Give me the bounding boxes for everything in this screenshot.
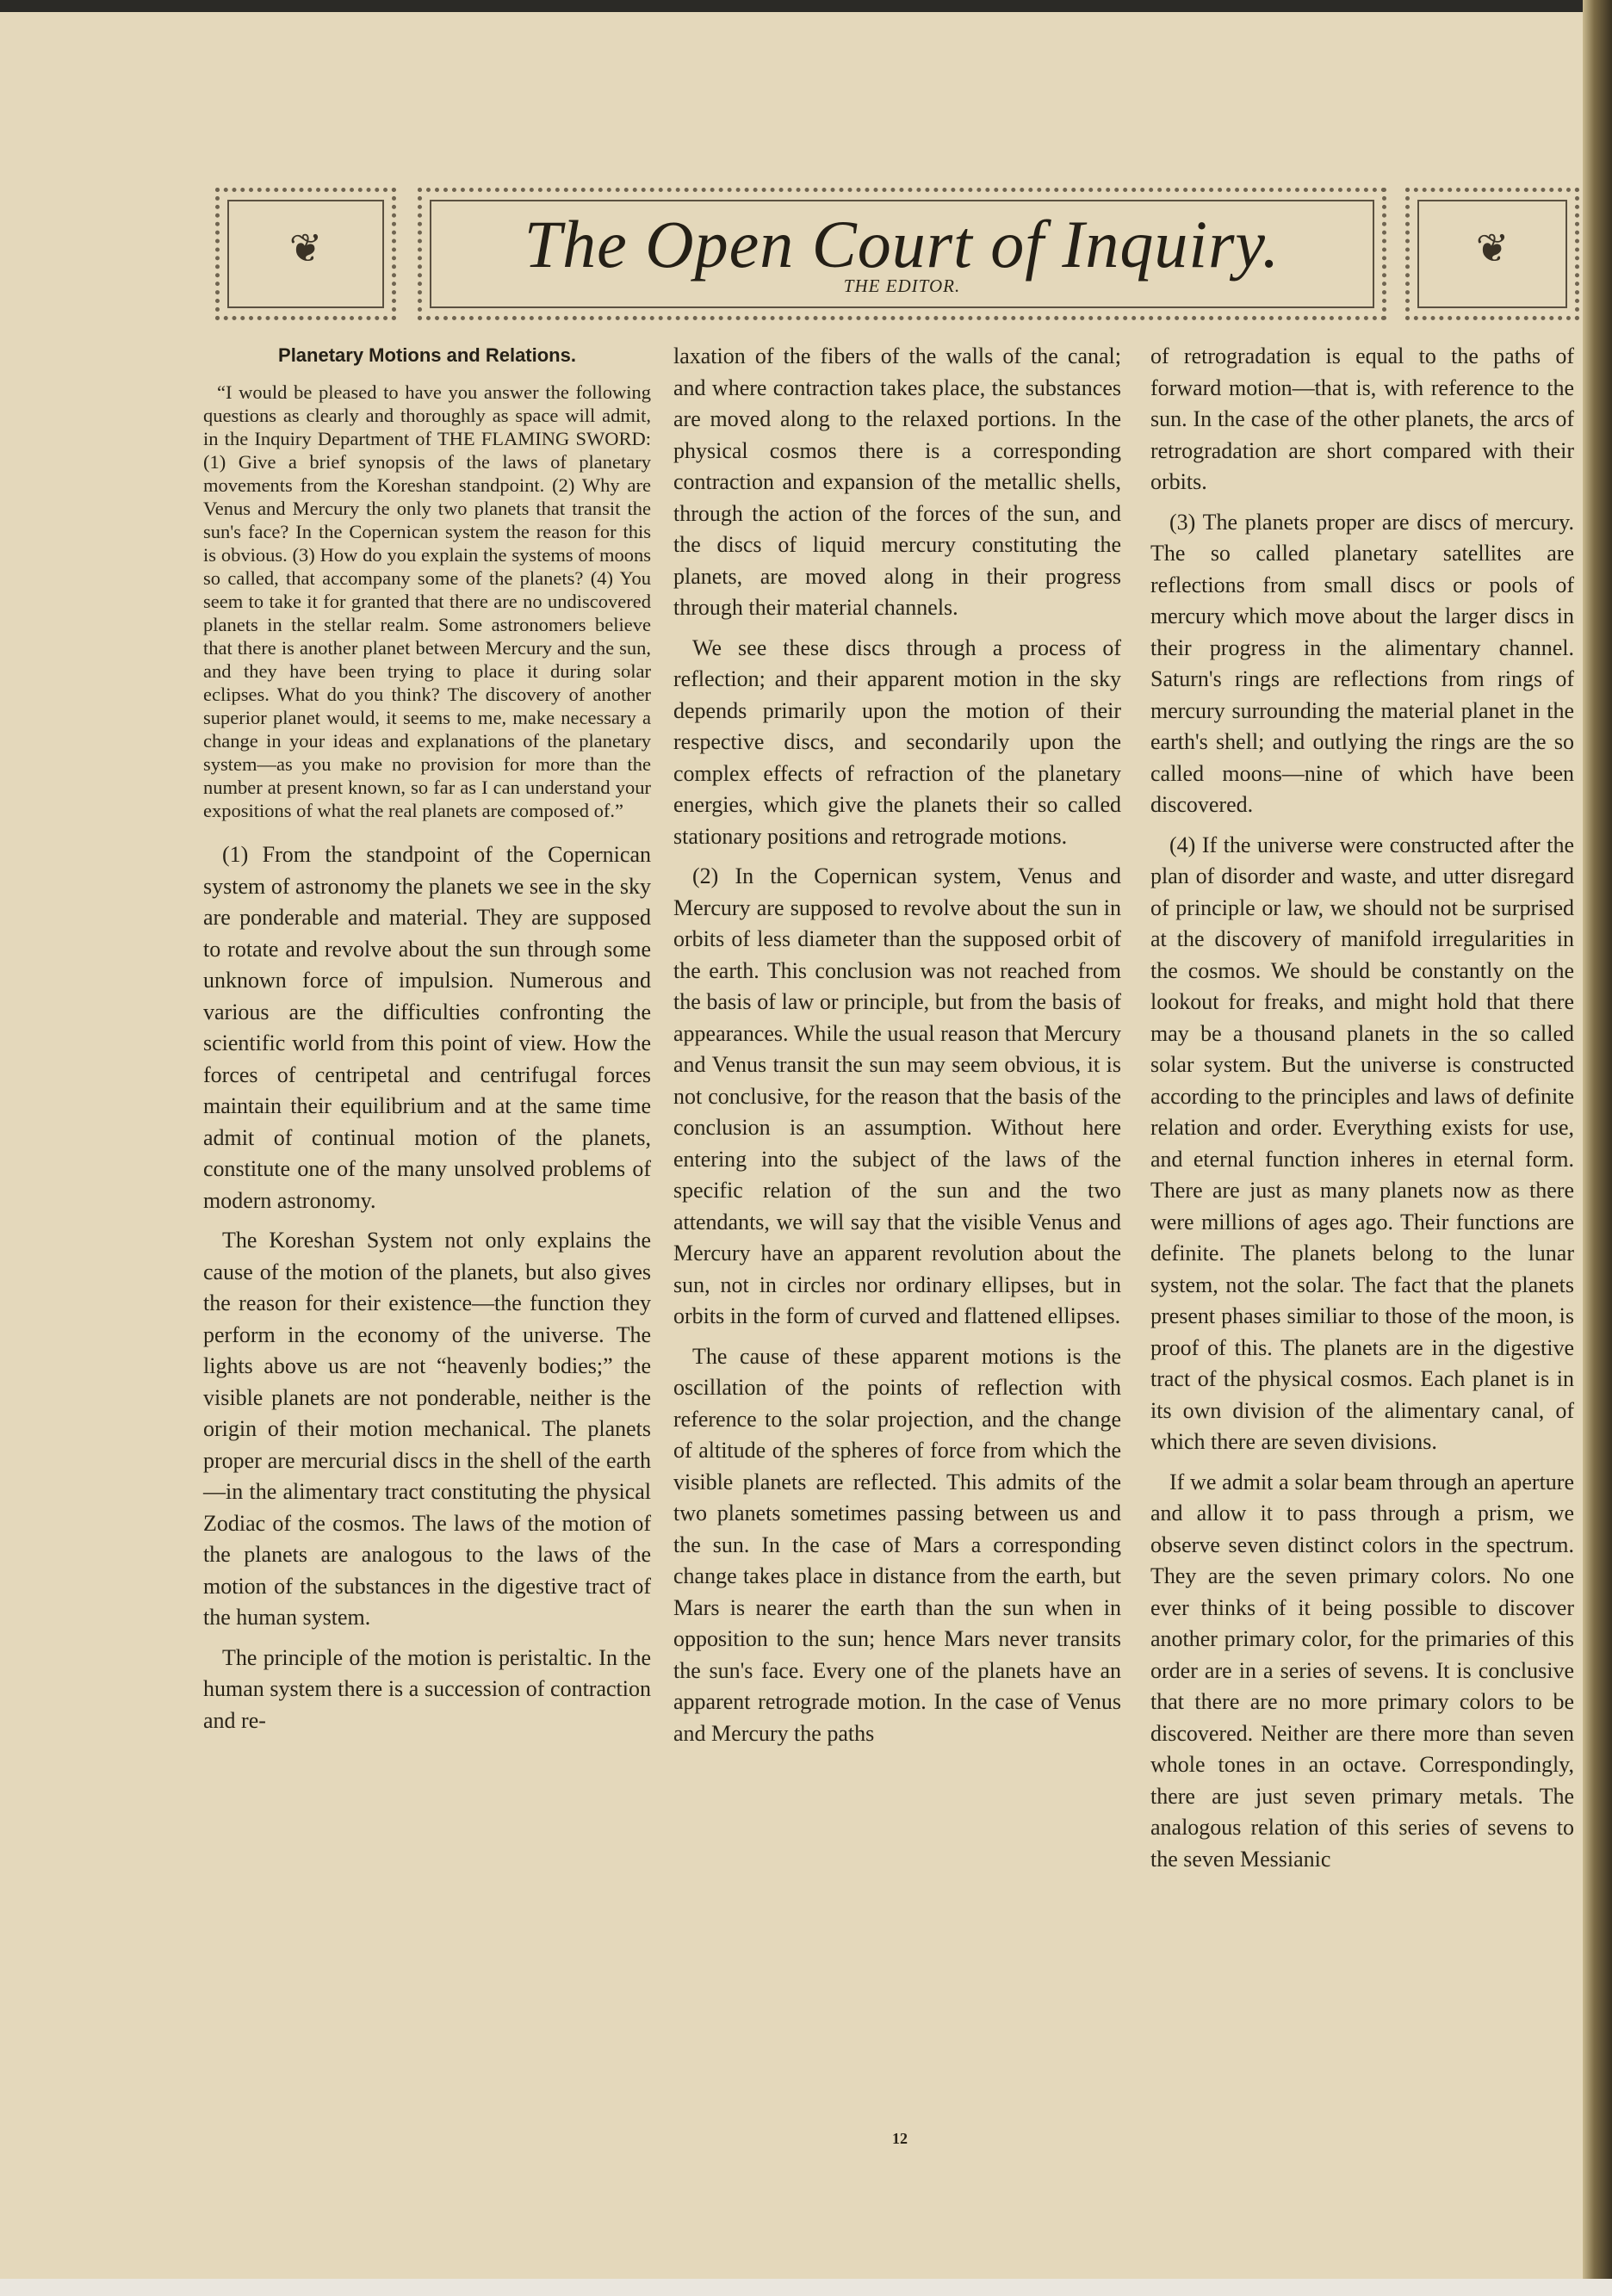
paragraph: The Koreshan System not only explains the cause of the motion of the planets, but also gives the reason for their existence—the function they perform in the economy of the universe. The lights above us are not “heavenly bodies;” the visible planets are not ponderable, neither is the origin of their motion mechanical. The planets proper are mercurial discs in the shell of the earth—in the alimentary tract constituting the physical Zodiac of the cosmos. The laws of the motion of the planets are analogous to the laws of the motion of the substances in the digestive tract of the human system. xyxy=(203,1228,651,1630)
column-1 xyxy=(203,341,651,1745)
page-title: The Open Court of Inquiry. xyxy=(524,207,1280,282)
header-ornament-box-right xyxy=(1405,188,1579,320)
scan-bottom-edge xyxy=(0,2279,1612,2296)
fleuron-icon: ❦ xyxy=(288,225,323,271)
paragraph: (1) From the standpoint of the Copernican system of astronomy the planets we see in the sky are ponderable and material. They are supposed to rotate and revolve about the sun through some unknown force of impulsion. Numerous and various are the difficulties confronting the scientific world from this point of view. How the forces of centripetal and centrifugal forces maintain their equilibrium and at the same time admit of continual motion of the planets, constitute one of the many unsolved problems of modern astronomy. xyxy=(203,842,651,1213)
paragraph: of retrogradation is equal to the paths of forward motion—that is, with reference to the sun. In the case of the other planets, the arcs of retrogradation are short compared with their orbits. xyxy=(1150,343,1574,494)
article-heading: Planetary Motions and Relations. xyxy=(278,344,576,366)
header-ornament-box-left xyxy=(215,188,396,320)
fleuron-icon: ❦ xyxy=(1475,225,1510,271)
paragraph: The principle of the motion is peristaltic. In the human system there is a succession of contraction and re- xyxy=(203,1644,651,1733)
paragraph: (3) The planets proper are discs of mercury. The so called planetary satellites are reflections from small discs or pools of mercury which move about the larger discs in their progress in the alimentary channel. Saturn's rings are reflections from rings of mercury surrounding the material planet in the earth's shell; and outlying the rings are the so called moons—nine of which have been discovered. xyxy=(1150,509,1574,817)
column-2 xyxy=(673,341,1121,1758)
paragraph: (4) If the universe were constructed after the plan of disorder and waste, and utter disregard of principle or law, we should not be surprised at the discovery of manifold irregularities in the cosmos. We should be constantly on the lookout for freaks, and might hold that there may be a thousand planets in the so called solar system. But the universe is constructed according to the principles and laws of definite relation and order. Everything exists for use, and eternal function inheres in eternal form. There are just as many planets now as there were millions of ages ago. Their functions are definite. The planets belong to the lunar system, not the solar. The fact that the planets present phases similiar to those of the moon, is proof of this. The planets are in the digestive tract of the physical cosmos. Each planet is in its own division of the alimentary canal, of which there are seven divisions. xyxy=(1150,832,1574,1454)
scan-top-edge xyxy=(0,0,1612,12)
byline: THE EDITOR. xyxy=(843,275,961,296)
reader-question: “I would be pleased to have you answer the following questions as clearly and thoroughly as space will admit, in the Inquiry Department of THE FLAMING SWORD: (1) Give a brief synopsis of the laws of planetary movements from the Koreshan standpoint. (2) Why are Venus and Mercury the only two planets that transit the sun's face? In the Copernican system the reason for this is obvious. (3) How do you explain the systems of moons so called, that accompany some of the planets? (4) You seem to take it for granted that there are no undiscovered planets in the stellar realm. Some astronomers believe that there is another planet between Mercury and the sun, and they have been trying to place it during solar eclipses. What do you think? The discovery of another superior planet would, it seems to me, make necessary a change in your ideas and explanations of the planetary system—as you make no provision for more than the number at present known, so far as I can understand your expositions of what the real planets are composed of.” xyxy=(203,381,651,821)
paragraph: We see these discs through a process of reflection; and their apparent motion in the sky depends primarily upon the motion of their respective discs, and secondarily upon the complex effects of refraction of the planetary energies, which give the planets their so called stationary positions and retrograde motions. xyxy=(673,634,1121,849)
paragraph: (2) In the Copernican system, Venus and Mercury are supposed to revolve about the sun in orbits of less diameter than the supposed orbit of the earth. This conclusion was not reached from the basis of law or principle, but from the basis of appearances. While the usual reason that Mercury and Venus transit the sun may seem obvious, it is not conclusive, for the reason that the basis of the conclusion is an assumption. Without here entering into the subject of the laws of the specific relation of the sun and the two attendants, we will say that the visible Venus and Mercury have an apparent revolution about the sun, not in circles nor ordinary ellipses, but in orbits in the form of curved and flattened ellipses. xyxy=(673,863,1121,1328)
page-number: 12 xyxy=(892,2130,908,2147)
header-title-box xyxy=(418,188,1386,320)
column-3 xyxy=(1150,341,1574,1884)
page-binding-edge xyxy=(1583,0,1612,2296)
paragraph: If we admit a solar beam through an aperture and allow it to pass through a prism, we observe seven distinct colors in the spectrum. They are the seven primary colors. No one ever thinks of it being possible to discover another primary color, for the primaries of this order are in a series of sevens. It is conclusive that there are no more primary colors to be discovered. Neither are there more than seven whole tones in an octave. Correspondingly, there are just seven primary metals. The analogous relation of this series of sevens to the seven Messianic xyxy=(1150,1469,1574,1872)
paragraph: laxation of the fibers of the walls of the canal; and where contraction takes place, the substances are moved along to the relaxed portions. In the physical cosmos there is a corresponding contraction and expansion of the metallic shells, through the action of the forces of the sun, and the discs of liquid mercury constituting the planets, are moved along in their progress through their material channels. xyxy=(673,343,1121,620)
paragraph: The cause of these apparent motions is the oscillation of the points of reflection with reference to the solar projection, and the change of altitude of the spheres of force from which the visible planets are reflected. This admits of the two planets sometimes passing between us and the sun. In the case of Mars a corresponding change takes place in distance from the earth, but Mars is nearer the earth than the sun when in opposition to the sun; hence Mars never transits the sun's face. Every one of the planets have an apparent retrograde motion. In the case of Venus and Mercury the paths xyxy=(673,1343,1121,1746)
